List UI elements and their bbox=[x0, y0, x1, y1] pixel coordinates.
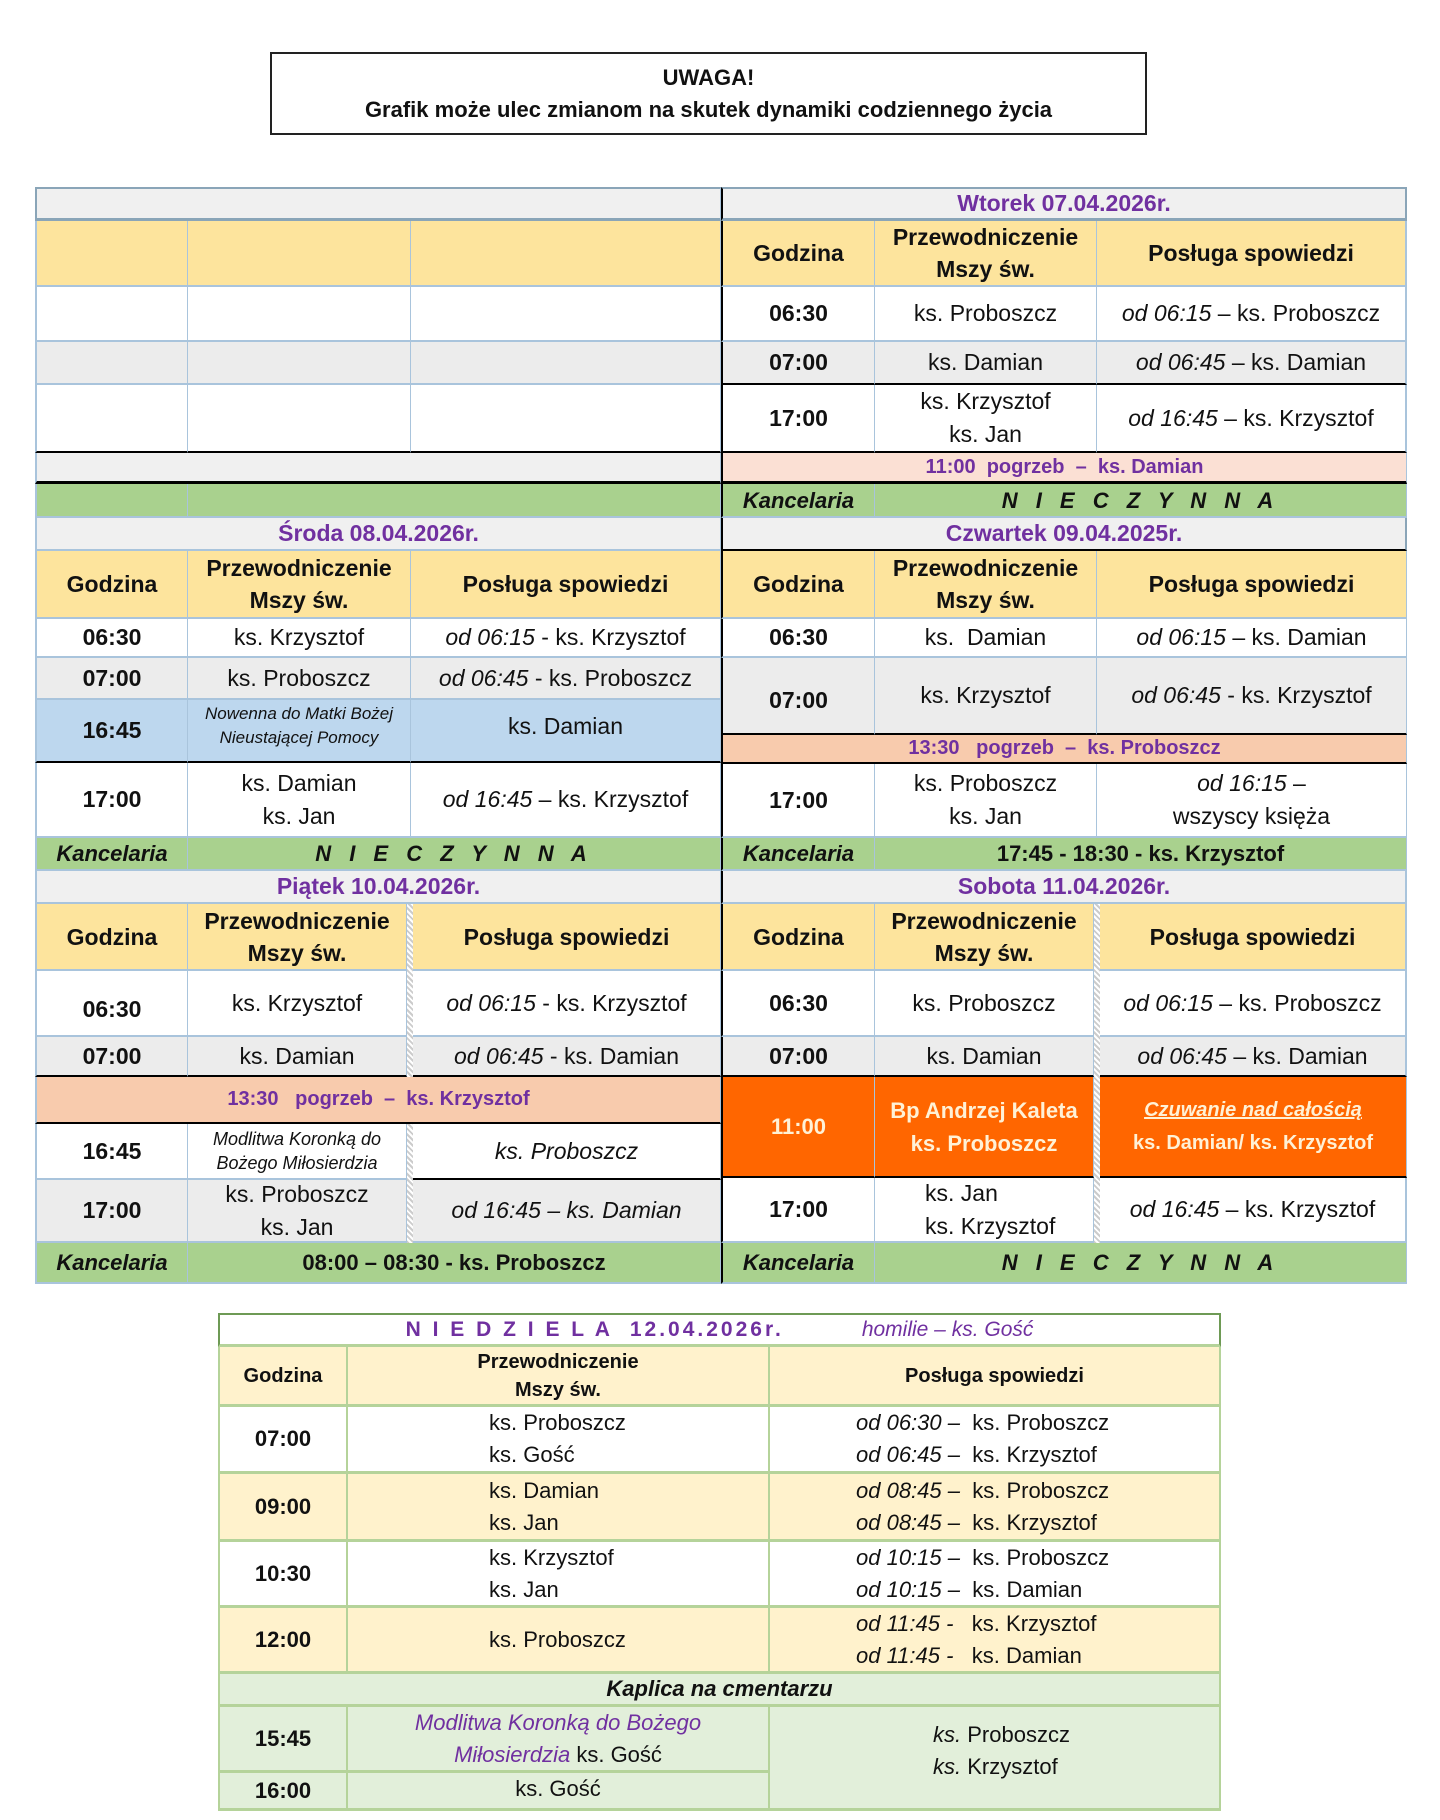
empty-header-cell bbox=[411, 221, 721, 287]
row-confession bbox=[1097, 764, 1407, 838]
row-presider bbox=[188, 1180, 407, 1243]
notice-text: Grafik może ulec zmianom na skutek dynamiki codziennego życia bbox=[364, 97, 1053, 122]
confession-priest: Krzysztof bbox=[961, 1754, 1058, 1779]
priest-name: ks. Proboszcz bbox=[489, 1410, 626, 1435]
empty-cell bbox=[188, 287, 411, 342]
confession-priest: ks. Krzysztof bbox=[1243, 404, 1374, 431]
priest-name: ks. Krzysztof bbox=[925, 1212, 1056, 1239]
office-hours: 08:00 – 08:30 - ks. Proboszcz bbox=[188, 1243, 721, 1284]
header-confession: Posługa spowiedzi bbox=[1097, 221, 1407, 287]
prayer-text: Miłosierdzia bbox=[454, 1741, 571, 1767]
confession-priest: ks. Damian bbox=[971, 1642, 1082, 1668]
bishop-name: Bp Andrzej Kaleta bbox=[890, 1097, 1078, 1123]
row-presider: ks. Krzysztof bbox=[875, 658, 1097, 735]
separator: – bbox=[1217, 404, 1244, 431]
empty-cell bbox=[35, 453, 721, 484]
confession-time: od 06:15 bbox=[446, 989, 536, 1016]
priest-name: ks. Jan bbox=[949, 803, 1022, 829]
row-presider bbox=[348, 1474, 770, 1542]
confession-time: od 10:15 – bbox=[856, 1576, 960, 1602]
sunday-title-row bbox=[218, 1313, 1221, 1347]
header-confession: Posługa spowiedzi bbox=[1097, 551, 1407, 619]
row-time: 07:00 bbox=[218, 1407, 348, 1474]
office-hours: N I E C Z Y N N A bbox=[875, 1243, 1407, 1284]
row-time: 16:00 bbox=[218, 1773, 348, 1811]
row-time: 06:30 bbox=[721, 287, 875, 342]
row-presider bbox=[875, 385, 1097, 453]
header-presider bbox=[188, 904, 407, 971]
row-time: 07:00 bbox=[35, 658, 188, 700]
day-title: Czwartek 09.04.2025r. bbox=[721, 518, 1407, 551]
header-presider bbox=[875, 221, 1097, 287]
row-time: 17:00 bbox=[721, 385, 875, 453]
confession-time: od 11:45 - bbox=[856, 1610, 954, 1636]
confession-line bbox=[933, 1719, 1070, 1751]
day-title: Wtorek 07.04.2026r. bbox=[721, 187, 1407, 221]
row-time: 16:45 bbox=[35, 700, 188, 763]
priest-name: ks. Jan bbox=[949, 421, 1022, 447]
row-time: 06:30 bbox=[35, 971, 188, 1037]
separator: – bbox=[1212, 989, 1239, 1016]
separator: - bbox=[534, 624, 556, 650]
row-time: 15:45 bbox=[218, 1707, 348, 1773]
header-presider-line: Przewodniczenie bbox=[892, 224, 1079, 250]
row-presider: ks. Proboszcz bbox=[875, 971, 1094, 1037]
row-time: 17:00 bbox=[721, 764, 875, 838]
office-label: Kancelaria bbox=[35, 838, 188, 871]
priest-name: ks. Jan bbox=[262, 802, 336, 829]
separator: - bbox=[1220, 682, 1242, 708]
empty-cell bbox=[188, 385, 411, 453]
row-presider bbox=[188, 763, 411, 838]
day-title: Sobota 11.04.2026r. bbox=[721, 871, 1407, 904]
notice-box bbox=[270, 52, 1147, 135]
row-time: 07:00 bbox=[721, 1037, 875, 1077]
separator: – bbox=[1286, 770, 1306, 796]
row-presider bbox=[348, 1608, 770, 1674]
header-confession: Posługa spowiedzi bbox=[770, 1347, 1221, 1407]
confession-time: od 06:15 bbox=[1121, 300, 1212, 326]
priest-name: ks. Jan bbox=[925, 1179, 998, 1206]
empty-office-cell bbox=[35, 484, 188, 518]
row-confession: od 16:45 – ks. Damian bbox=[413, 1180, 721, 1243]
priest-name: ks. Krzysztof bbox=[920, 388, 1051, 414]
confession-priest: ks. Proboszcz bbox=[548, 664, 693, 691]
confession-line bbox=[856, 1407, 1109, 1439]
confession-time: od 06:15 bbox=[445, 624, 535, 650]
office-label: Kancelaria bbox=[721, 1243, 875, 1284]
header-time: Godzina bbox=[721, 551, 875, 619]
header-presider-line: Przewodniczenie bbox=[477, 1350, 639, 1373]
header-presider-line: Przewodniczenie bbox=[206, 555, 392, 581]
funeral-notice: 13:30 pogrzeb – ks. Proboszcz bbox=[721, 735, 1407, 764]
priest-name: ks. Gość bbox=[489, 1442, 575, 1467]
office-label: Kancelaria bbox=[721, 484, 875, 518]
confession-priest: ks. Krzysztof bbox=[972, 1442, 1097, 1467]
header-presider bbox=[875, 904, 1094, 971]
header-presider-line: Mszy św. bbox=[249, 587, 349, 613]
prayer-line: Bożego Miłosierdzia bbox=[216, 1153, 378, 1173]
header-presider bbox=[875, 551, 1097, 619]
empty-cell bbox=[35, 342, 188, 385]
row-presider bbox=[348, 1407, 770, 1474]
row-confession bbox=[1097, 342, 1407, 385]
separator: – bbox=[532, 786, 558, 812]
row-confession bbox=[1097, 385, 1407, 453]
row-prayer bbox=[348, 1707, 770, 1773]
row-confession bbox=[411, 619, 721, 658]
row-presider bbox=[875, 1178, 1094, 1243]
separator: – bbox=[1226, 1042, 1253, 1069]
row-confession: ks. Proboszcz bbox=[413, 1124, 721, 1180]
row-time: 12:00 bbox=[218, 1608, 348, 1674]
separator: - bbox=[535, 989, 557, 1016]
empty-cell bbox=[35, 287, 188, 342]
empty-cell bbox=[188, 342, 411, 385]
confession-time: od 06:45 bbox=[1137, 1042, 1227, 1069]
homily-note: homilie – ks. Gość bbox=[861, 1317, 1034, 1341]
header-presider-line: Przewodniczenie bbox=[204, 907, 390, 934]
prayer-line: Modlitwa Koronką do Bożego bbox=[414, 1709, 702, 1735]
confession-priest: wszyscy księża bbox=[1172, 803, 1331, 829]
row-presider: ks. Gość bbox=[348, 1773, 770, 1811]
row-confession bbox=[1097, 619, 1407, 658]
separator: – bbox=[1219, 1196, 1245, 1222]
header-time: Godzina bbox=[35, 551, 188, 619]
prayer-line bbox=[454, 1739, 662, 1771]
header-presider-line: Mszy św. bbox=[934, 939, 1034, 966]
separator: – bbox=[1225, 349, 1252, 375]
confession-time: od 16:45 bbox=[1129, 1196, 1220, 1222]
confession-time: od 06:15 bbox=[1123, 989, 1213, 1016]
confession-priest: Proboszcz bbox=[961, 1722, 1070, 1747]
row-confession bbox=[1097, 287, 1407, 342]
confession-line bbox=[856, 1475, 1109, 1507]
confession-time: od 16:15 bbox=[1197, 770, 1287, 796]
row-time: 17:00 bbox=[721, 1178, 875, 1243]
confession-time: od 06:45 bbox=[1131, 682, 1221, 708]
priest-name: ks. Proboszcz bbox=[910, 1130, 1058, 1156]
title-abbrev: ks. bbox=[933, 1722, 962, 1747]
row-presider: ks. Krzysztof bbox=[188, 971, 407, 1037]
header-confession: Posługa spowiedzi bbox=[1100, 904, 1407, 971]
prayer-line: Modlitwa Koronką do bbox=[212, 1129, 382, 1149]
row-presider: ks. Damian bbox=[188, 1037, 407, 1077]
confession-time: od 11:45 - bbox=[856, 1642, 954, 1668]
row-presider bbox=[875, 764, 1097, 838]
header-presider-line: Przewodniczenie bbox=[891, 907, 1077, 934]
confession-note: Czuwanie nad całością bbox=[1144, 1098, 1362, 1121]
confession-priest: ks. Krzysztof bbox=[555, 624, 686, 650]
confession-priest: ks. Krzysztof bbox=[1241, 682, 1372, 708]
confession-priest: ks. Krzysztof bbox=[556, 989, 687, 1016]
row-prayer bbox=[188, 1124, 407, 1180]
confession-time: od 08:45 – bbox=[856, 1477, 960, 1503]
confession-line bbox=[856, 1439, 1097, 1471]
row-confession bbox=[411, 763, 721, 838]
empty-title-row bbox=[35, 187, 721, 221]
header-confession: Posługa spowiedzi bbox=[413, 904, 721, 971]
confession-time: od 06:45 bbox=[453, 1042, 544, 1069]
priest-name: ks. Krzysztof bbox=[489, 1544, 614, 1570]
priest-name: ks. Jan bbox=[489, 1576, 559, 1602]
novena-line: Nieustającej Pomocy bbox=[219, 728, 379, 747]
confession-priest: ks. Proboszcz bbox=[972, 1477, 1110, 1503]
confession-time: od 06:45 bbox=[438, 664, 529, 691]
confession-time: od 08:45 – bbox=[856, 1509, 960, 1535]
empty-cell bbox=[411, 385, 721, 453]
row-confession bbox=[1097, 658, 1407, 735]
row-confession bbox=[770, 1407, 1221, 1474]
confession-priest: ks. Proboszcz bbox=[972, 1544, 1110, 1570]
priest-name: ks. Damian bbox=[489, 1477, 600, 1503]
row-time: 09:00 bbox=[218, 1474, 348, 1542]
row-confession bbox=[1100, 1178, 1407, 1243]
confession-priest: ks. Krzysztof bbox=[971, 1610, 1097, 1636]
separator: – bbox=[1211, 300, 1237, 326]
row-confession bbox=[770, 1474, 1221, 1542]
row-confession bbox=[770, 1608, 1221, 1674]
office-hours: 17:45 - 18:30 - ks. Krzysztof bbox=[875, 838, 1407, 871]
row-presider-bishop bbox=[875, 1077, 1094, 1178]
row-novena bbox=[188, 700, 411, 763]
row-presider: ks. Damian bbox=[875, 1037, 1094, 1077]
confession-line bbox=[856, 1640, 1082, 1672]
header-presider-line: Mszy św. bbox=[515, 1378, 601, 1401]
priest-name: ks. Gość bbox=[570, 1741, 662, 1767]
confession-priest: ks. Damian bbox=[972, 1576, 1083, 1602]
header-presider-line: Mszy św. bbox=[936, 587, 1035, 613]
row-time: 07:00 bbox=[721, 342, 875, 385]
separator: - bbox=[543, 1042, 564, 1069]
empty-header-cell bbox=[35, 221, 188, 287]
notice-heading: UWAGA! bbox=[662, 65, 755, 90]
confession-time: od 06:30 – bbox=[856, 1410, 960, 1435]
office-hours: N I E C Z Y N N A bbox=[188, 838, 721, 871]
row-time: 06:30 bbox=[721, 971, 875, 1037]
confession-priest: ks. Proboszcz bbox=[1238, 989, 1382, 1016]
empty-cell bbox=[411, 342, 721, 385]
confession-line bbox=[933, 1751, 1058, 1783]
header-time: Godzina bbox=[721, 221, 875, 287]
row-time: 06:30 bbox=[35, 619, 188, 658]
confession-priest: ks. Damian bbox=[1252, 1042, 1368, 1069]
confession-time: od 16:45 bbox=[1128, 404, 1218, 431]
confession-line bbox=[856, 1507, 1097, 1539]
row-confession bbox=[1100, 971, 1407, 1037]
confession-priest: ks. Damian bbox=[1251, 349, 1367, 375]
confession-priest: ks. Krzysztof bbox=[972, 1509, 1097, 1535]
header-presider-line: Przewodniczenie bbox=[892, 555, 1079, 581]
confession-line bbox=[856, 1574, 1082, 1606]
confession-priest: ks. Krzysztof bbox=[1244, 1196, 1376, 1222]
row-confession bbox=[1100, 1077, 1407, 1178]
funeral-notice: 13:30 pogrzeb – ks. Krzysztof bbox=[35, 1077, 721, 1124]
row-presider: ks. Krzysztof bbox=[188, 619, 411, 658]
priest-name: ks. Proboszcz bbox=[225, 1180, 369, 1207]
priest-name: ks. Proboszcz bbox=[489, 1626, 626, 1652]
row-confession bbox=[1100, 1037, 1407, 1077]
confession-priest: ks. Damian/ ks. Krzysztof bbox=[1132, 1131, 1374, 1154]
confession-line bbox=[856, 1608, 1096, 1640]
confession-priest: ks. Damian bbox=[1251, 624, 1367, 650]
confession-time: od 06:15 bbox=[1136, 624, 1226, 650]
empty-cell bbox=[411, 287, 721, 342]
confession-time: od 06:45 – bbox=[856, 1442, 960, 1467]
header-confession: Posługa spowiedzi bbox=[411, 551, 721, 619]
empty-office-cell bbox=[188, 484, 721, 518]
row-confession bbox=[413, 971, 721, 1037]
header-time: Godzina bbox=[218, 1347, 348, 1407]
header-time: Godzina bbox=[721, 904, 875, 971]
row-time: 07:00 bbox=[35, 1037, 188, 1077]
novena-line: Nowenna do Matki Bożej bbox=[204, 704, 394, 723]
title-abbrev: ks. bbox=[933, 1754, 962, 1779]
row-confession bbox=[770, 1707, 1221, 1811]
row-presider: ks. Proboszcz bbox=[875, 287, 1097, 342]
header-presider-line: Mszy św. bbox=[247, 939, 347, 966]
row-time: 17:00 bbox=[35, 763, 188, 838]
separator: - bbox=[528, 664, 549, 691]
confession-time: od 10:15 – bbox=[856, 1544, 960, 1570]
row-time: 11:00 bbox=[721, 1077, 875, 1178]
priest-name: ks. Damian bbox=[241, 769, 357, 796]
chapel-section-title: Kaplica na cmentarzu bbox=[218, 1674, 1221, 1707]
header-presider bbox=[188, 551, 411, 619]
priest-name: ks. Jan bbox=[489, 1509, 559, 1535]
office-label: Kancelaria bbox=[721, 838, 875, 871]
office-hours: N I E C Z Y N N A bbox=[875, 484, 1407, 518]
funeral-notice: 11:00 pogrzeb – ks. Damian bbox=[721, 453, 1407, 484]
separator: – bbox=[1225, 624, 1252, 650]
priest-name: ks. Proboszcz bbox=[913, 770, 1058, 796]
row-time: 10:30 bbox=[218, 1542, 348, 1608]
day-title: Środa 08.04.2026r. bbox=[35, 518, 721, 551]
day-title: N I E D Z I E L A 12.04.2026r. bbox=[405, 1317, 784, 1341]
confession-time: od 06:45 bbox=[1135, 349, 1226, 375]
confession-line bbox=[1197, 767, 1306, 800]
header-presider-line: Mszy św. bbox=[936, 256, 1035, 282]
row-time: 17:00 bbox=[35, 1180, 188, 1243]
empty-header-cell bbox=[188, 221, 411, 287]
confession-priest: ks. Krzysztof bbox=[557, 786, 689, 812]
row-confession: ks. Damian bbox=[411, 700, 721, 763]
confession-time: od 16:45 bbox=[442, 786, 533, 812]
row-time: 06:30 bbox=[721, 619, 875, 658]
row-confession bbox=[411, 658, 721, 700]
row-presider bbox=[348, 1542, 770, 1608]
row-confession bbox=[770, 1542, 1221, 1608]
row-presider: ks. Damian bbox=[875, 342, 1097, 385]
office-label: Kancelaria bbox=[35, 1243, 188, 1284]
header-time: Godzina bbox=[35, 904, 188, 971]
row-presider: ks. Proboszcz bbox=[188, 658, 411, 700]
confession-priest: ks. Damian bbox=[563, 1042, 680, 1069]
day-title: Piątek 10.04.2026r. bbox=[35, 871, 721, 904]
confession-priest: ks. Proboszcz bbox=[972, 1410, 1110, 1435]
empty-cell bbox=[35, 385, 188, 453]
priest-name: ks. Jan bbox=[260, 1213, 334, 1240]
confession-line bbox=[856, 1542, 1109, 1574]
row-presider: ks. Damian bbox=[875, 619, 1097, 658]
row-time: 16:45 bbox=[35, 1124, 188, 1180]
row-time: 07:00 bbox=[721, 658, 875, 735]
row-confession bbox=[413, 1037, 721, 1077]
header-presider bbox=[348, 1347, 770, 1407]
confession-priest: ks. Proboszcz bbox=[1236, 300, 1381, 326]
